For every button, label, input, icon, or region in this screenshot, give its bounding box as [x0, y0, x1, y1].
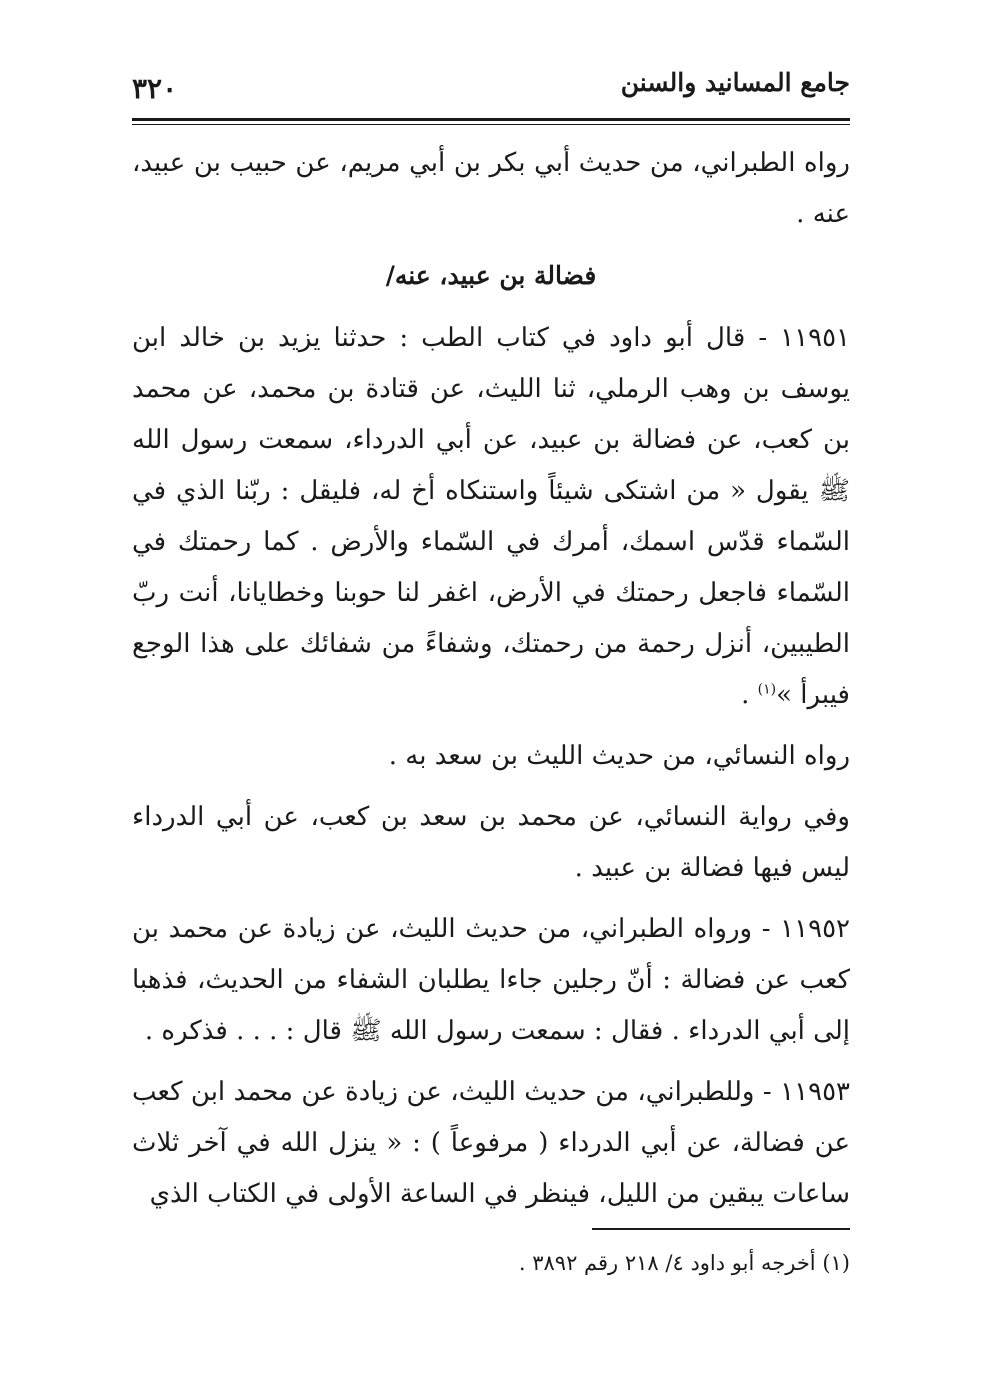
paragraph-nasai-riwaya: وفي رواية النسائي، عن محمد بن سعد بن كعب، عن أبي الدرداء ليس فيها فضالة بن عبيد . [132, 802, 850, 883]
footnote-rule [592, 1228, 850, 1230]
footnote: (١) أخرجه أبو داود ٤/ ٢١٨ رقم ٣٨٩٢ . [518, 1251, 850, 1275]
section-heading: فضالة بن عبيد، عنه/ [385, 261, 597, 290]
page-number: ٣٢٠ [132, 72, 178, 105]
paragraph-11953: ١١٩٥٣ - وللطبراني، من حديث الليث، عن زيادة عن محمد ابن كعب عن فضالة، عن أبي الدرداء ( مرفوعاً ) : « ينزل الله في آخر ثلاث ساعات يبقين من الليل، فينظر في الساعة الأولى في الكتاب الذي [132, 1077, 850, 1209]
running-title: جامع المسانيد والسنن [620, 68, 850, 97]
footnote-reference: (١) [757, 681, 777, 698]
paragraph-11951-text: ١١٩٥١ - قال أبو داود في كتاب الطب : حدثنا يزيد بن خالد ابن يوسف بن وهب الرملي، ثنا الليث، عن قتادة بن محمد، عن محمد بن كعب، عن فضالة بن عبيد، عن أبي الدرداء، سمعت رسول الله ﷺ يقول « من اشتكى شيئاً واستنكاه أخ له، فليقل : ربّنا الذي في السّماء قدّس اسمك، أمرك في السّماء والأرض . كما رحمتك في السّماء فاجعل رحمتك في الأرض، اغفر لنا حوبنا وخطايانا، أنت ربّ الطيبين، أنزل رحمة من رحمتك، وشفاءً من شفائك على هذا الوجع فيبرأ » [132, 323, 850, 710]
paragraph-11952: ١١٩٥٢ - ورواه الطبراني، من حديث الليث، عن زيادة عن محمد بن كعب عن فضالة : أنّ رجلين جاءا يطلبان الشفاء من الحديث، فذهبا إلى أبي الدرداء . فقال : سمعت رسول الله ﷺ قال : . . . فذكره . [132, 914, 850, 1046]
paragraph-11951-end: . [741, 680, 758, 710]
paragraph-11951 [132, 313, 850, 721]
header-rule [132, 118, 850, 125]
paragraph-1: رواه الطبراني، من حديث أبي بكر بن أبي مريم، عن حبيب بن عبيد، عنه . [132, 148, 850, 229]
page-header [132, 62, 850, 112]
paragraph-nasai: رواه النسائي، من حديث الليث بن سعد به . [388, 741, 850, 771]
main-text [132, 138, 850, 1230]
